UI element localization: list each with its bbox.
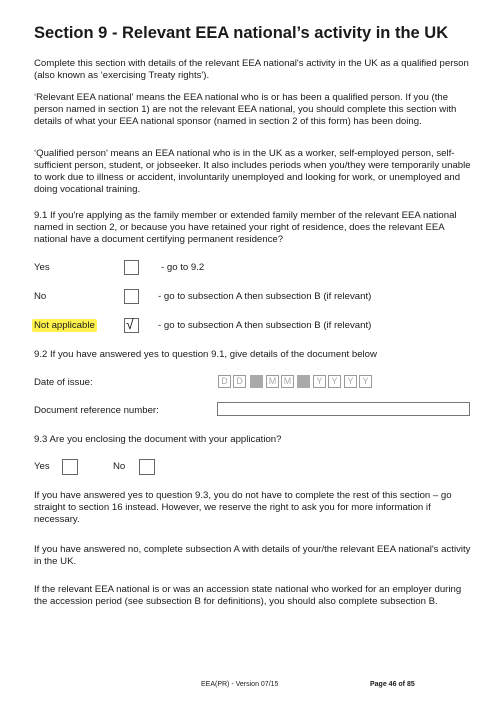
date-box-m1[interactable]: M bbox=[266, 375, 279, 388]
note-accession-state: If the relevant EEA national is or was an accession state national who worked for an employer during the accession period (see subsection B for definitions), you should also complete subsection B. bbox=[34, 584, 462, 607]
intro-paragraph-3: ‘Qualified person' means an EEA national who is in the UK as a worker, self-employed person, self-sufficient person, student, or jobseeker. It also includes periods when you/they were temporarily unable to work due to illness or accident, involuntarily unemployed and looking for work, or unemployed and doing vocational training. bbox=[34, 148, 471, 195]
footer-page-number: Page 46 of 85 bbox=[370, 681, 415, 688]
option-yes-instruction: - go to 9.2 bbox=[161, 262, 205, 273]
tick-icon: √ bbox=[126, 316, 134, 332]
option-not-applicable-instruction: - go to subsection A then subsection B (if relevant) bbox=[158, 320, 372, 331]
option-yes-label: Yes bbox=[34, 262, 50, 273]
enclose-no-checkbox[interactable] bbox=[139, 459, 155, 475]
option-not-applicable-label bbox=[32, 320, 97, 332]
option-no-checkbox[interactable] bbox=[124, 289, 139, 304]
date-separator-1 bbox=[250, 375, 263, 388]
enclose-yes-label: Yes bbox=[34, 461, 50, 472]
option-yes-checkbox[interactable] bbox=[124, 260, 139, 275]
enclose-yes-checkbox[interactable] bbox=[62, 459, 78, 475]
document-reference-label: Document reference number: bbox=[34, 405, 159, 416]
enclose-no-label: No bbox=[113, 461, 126, 472]
date-of-issue-label: Date of issue: bbox=[34, 377, 93, 388]
option-no-instruction: - go to subsection A then subsection B (if relevant) bbox=[158, 291, 372, 302]
section-title: Section 9 - Relevant EEA national’s activity in the UK bbox=[34, 24, 449, 42]
question-9-3: 9.3 Are you enclosing the document with your application? bbox=[34, 434, 282, 445]
intro-paragraph-1: Complete this section with details of the relevant EEA national's activity in the UK as a qualified person (also known as ‘exercising Treaty rights'). bbox=[34, 58, 469, 81]
question-9-1: 9.1 If you're applying as the family member or extended family member of the relevant EEA national named in section 2, or because you have retained your right of residence, does the relevant EEA national have a document certifying permanent residence? bbox=[34, 210, 457, 245]
option-not-applicable-checkbox[interactable] bbox=[124, 318, 139, 333]
intro-paragraph-2: ‘Relevant EEA national' means the EEA national who is or has been a qualified person. If you (the person named in section 1) are not the relevant EEA national, you should complete this section with details of what your EEA national sponsor (named in section 2 of this form) has been doing. bbox=[34, 92, 457, 127]
date-box-y1[interactable]: Y bbox=[313, 375, 326, 388]
date-box-y3[interactable]: Y bbox=[344, 375, 357, 388]
question-9-2: 9.2 If you have answered yes to question 9.1, give details of the document below bbox=[34, 349, 377, 360]
note-yes-9-3: If you have answered yes to question 9.3, you do not have to complete the rest of this section – go straight to section 16 instead. However, we reserve the right to ask you for more information if necessary. bbox=[34, 490, 452, 525]
option-no-label: No bbox=[34, 291, 47, 302]
footer-version: EEA(PR) - Version 07/15 bbox=[201, 681, 279, 688]
date-box-d2[interactable]: D bbox=[233, 375, 246, 388]
date-box-y2[interactable]: Y bbox=[328, 375, 341, 388]
note-no-9-3: If you have answered no, complete subsection A with details of your/the relevant EEA national's activity in the UK. bbox=[34, 544, 471, 567]
date-box-y4[interactable]: Y bbox=[359, 375, 372, 388]
date-box-d1[interactable]: D bbox=[218, 375, 231, 388]
document-reference-input[interactable] bbox=[217, 402, 470, 416]
highlight-mark: Not applicable bbox=[34, 320, 95, 331]
date-box-m2[interactable]: M bbox=[281, 375, 294, 388]
date-separator-2 bbox=[297, 375, 310, 388]
